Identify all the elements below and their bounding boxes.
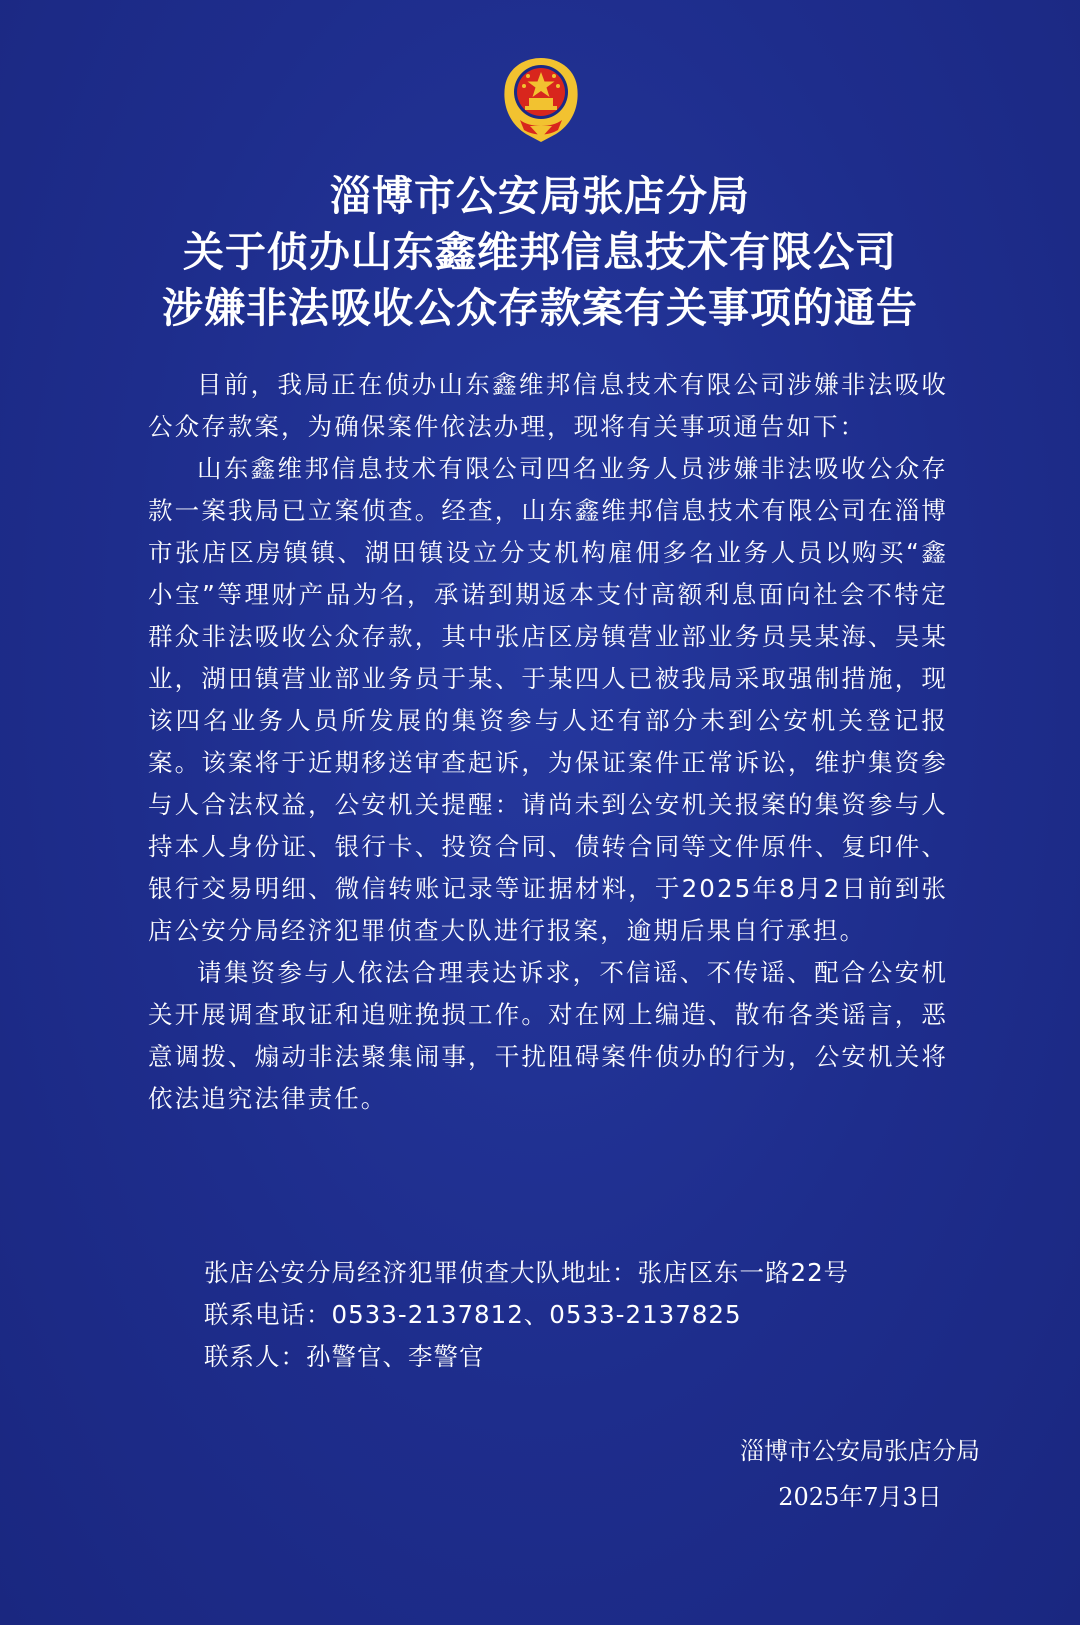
notice-title: [0, 168, 1080, 336]
contact-address: 张店公安分局经济犯罪侦查大队地址：张店区东一路22号: [204, 1258, 850, 1287]
contact-info: [204, 1252, 849, 1378]
police-emblem-icon: [500, 54, 582, 146]
contact-person: 联系人：孙警官、李警官: [204, 1342, 485, 1371]
paragraph-case-details: 山东鑫维邦信息技术有限公司四名业务人员涉嫌非法吸收公众存款一案我局已立案侦查。经查，山东鑫维邦信息技术有限公司在淄博市张店区房镇镇、湖田镇设立分支机构雇佣多名业务人员以购买“鑫小宝”等理财产品为名，承诺到期返本支付高额利息面向社会不特定群众非法吸收公众存款，其中张店区房镇营业部业务员吴某海、吴某业，湖田镇营业部业务员于某、于某四人已被我局采取强制措施，现该四名业务人员所发展的集资参与人还有部分未到公安机关登记报案。该案将于近期移送审查起诉，为保证案件正常诉讼，维护集资参与人合法权益，公安机关提醒：请尚未到公安机关报案的集资参与人持本人身份证、银行卡、投资合同、债转合同等文件原件、复印件、银行交易明细、微信转账记录等证据材料，于2025年8月2日前到张店公安分局经济犯罪侦查大队进行报案，逾期后果自行承担。: [148, 454, 948, 945]
paragraph-intro: 目前，我局正在侦办山东鑫维邦信息技术有限公司涉嫌非法吸收公众存款案，为确保案件依法办理，现将有关事项通告如下：: [148, 370, 948, 441]
notice-body: [148, 364, 948, 1120]
title-line-3: 涉嫌非法吸收公众存款案有关事项的通告: [162, 284, 918, 332]
title-line-2: 关于侦办山东鑫维邦信息技术有限公司: [183, 228, 897, 276]
title-line-1: 淄博市公安局张店分局: [330, 172, 750, 220]
signature-date: 2025年7月3日: [778, 1483, 942, 1511]
paragraph-warning: 请集资参与人依法合理表达诉求，不信谣、不传谣、配合公安机关开展调查取证和追赃挽损工作。对在网上编造、散布各类谣言，恶意调拨、煽动非法聚集闹事，干扰阻碍案件侦办的行为，公安机关将依法追究法律责任。: [148, 958, 948, 1113]
signature-block: [740, 1428, 980, 1520]
contact-phone: 联系电话：0533-2137812、0533-2137825: [204, 1300, 742, 1329]
signature-org: 淄博市公安局张店分局: [740, 1437, 980, 1465]
